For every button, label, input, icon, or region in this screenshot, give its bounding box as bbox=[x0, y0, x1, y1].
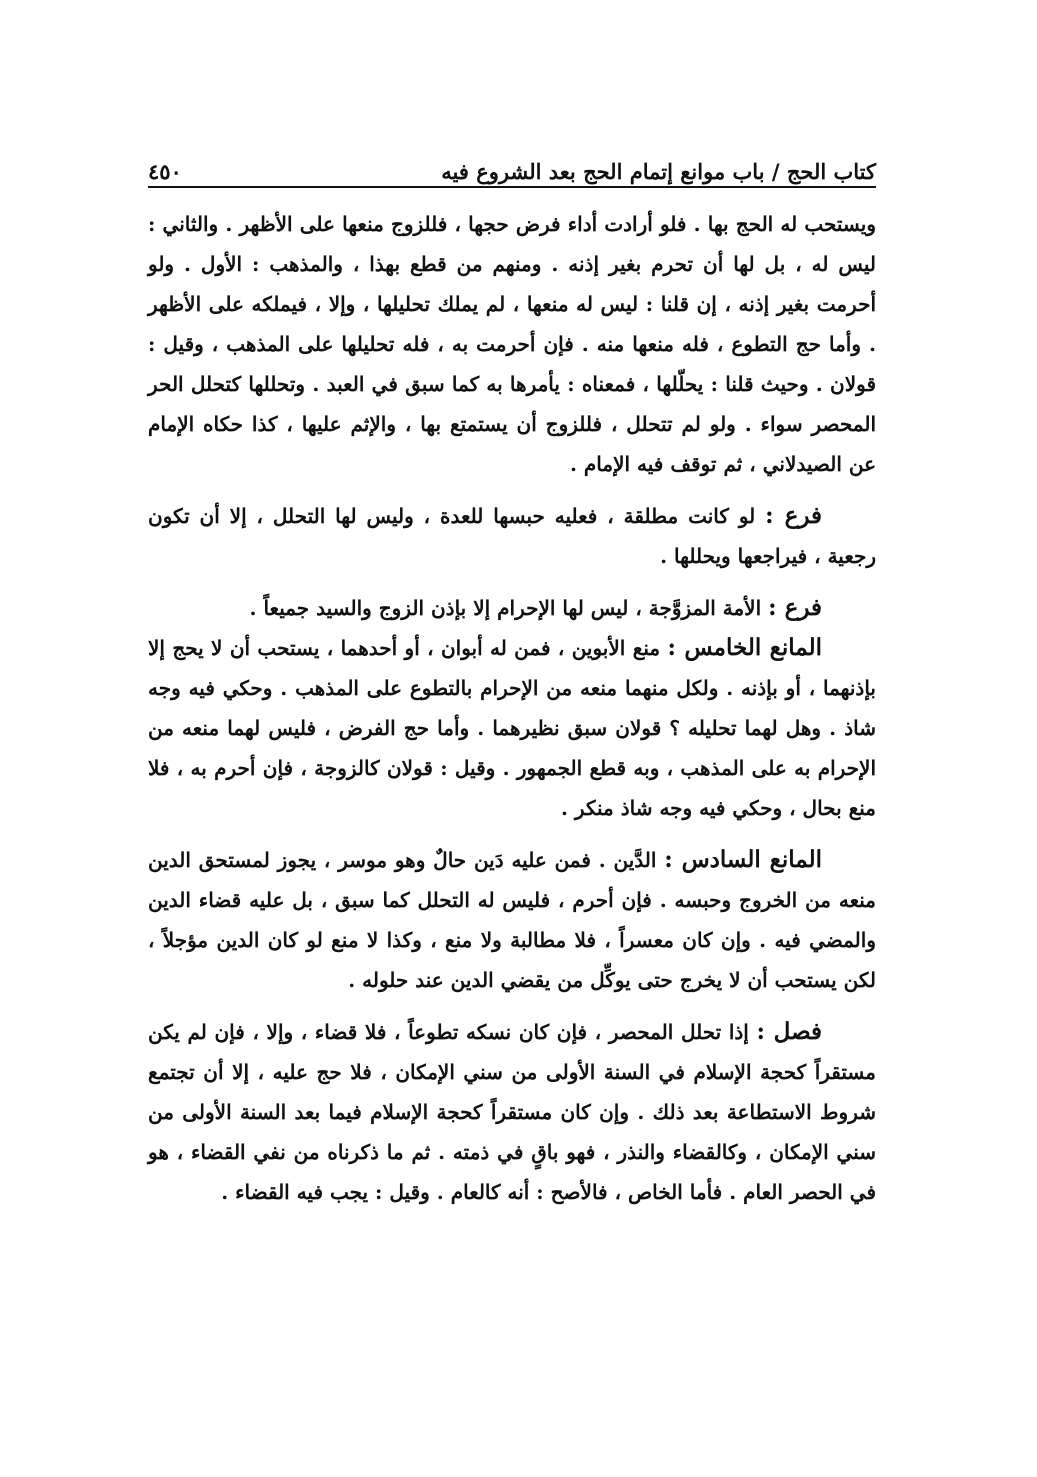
paragraph-text: إذا تحلل المحصر ، فإن كان نسكه تطوعاً ، فلا قضاء ، وإلا ، فإن لم يكن مستقراً كحجة الإسلام في السنة الأولى من سني الإمكان ، فلا حج عليه ، إلا أن تجتمع شروط الاستطاعة بعد ذلك . وإن كان مستقراً كحجة الإسلام فيما بعد السنة الأولى من سني الإمكان ، وكالقضاء والنذر ، فهو باقٍ في ذمته . ثم ما ذكرناه من نفي القضاء ، هو في الحصر العام . فأما الخاص ، فالأصح : أنه كالعام . وقيل : يجب فيه القضاء . bbox=[148, 1020, 876, 1204]
paragraph-2 bbox=[148, 496, 876, 576]
paragraph-text: لو كانت مطلقة ، فعليه حبسها للعدة ، وليس لها التحلل ، إلا أن تكون رجعية ، فيراجعها ويحللها . bbox=[148, 504, 876, 568]
body-text bbox=[148, 204, 876, 1212]
paragraph-lead: فرع : bbox=[768, 594, 822, 621]
paragraph-1 bbox=[148, 204, 876, 484]
paragraph-4 bbox=[148, 628, 876, 828]
paragraph-text: منع الأبوين ، فمن له أبوان ، أو أحدهما ، يستحب أن لا يحج إلا بإذنهما ، أو بإذنه . ولكل منهما منعه من الإحرام بالتطوع على المذهب . وحكي فيه وجه شاذ . وهل لهما تحليله ؟ قولان سبق نظيرهما . وأما حج الفرض ، فليس لهما منعه من الإحرام به على المذهب ، وبه قطع الجمهور . وقيل : قولان كالزوجة ، فإن أحرم به ، فلا منع بحال ، وحكي فيه وجه شاذ منكر . bbox=[148, 636, 876, 820]
paragraph-lead: المانع الخامس : bbox=[667, 634, 822, 661]
paragraph-3 bbox=[148, 588, 876, 628]
paragraph-lead: فصل : bbox=[756, 1018, 823, 1045]
paragraph-text: ويستحب له الحج بها . فلو أرادت أداء فرض حجها ، فللزوج منعها على الأظهر . والثاني : ليس له ، بل لها أن تحرم بغير إذنه . ومنهم من قطع بهذا ، والمذهب : الأول . ولو أحرمت بغير إذنه ، إن قلنا : ليس له منعها ، لم يملك تحليلها ، وإلا ، فيملكه على الأظهر . وأما حج التطوع ، فله منعها منه . فإن أحرمت به ، فله تحليلها على المذهب ، وقيل : قولان . وحيث قلنا : يحلّلها ، فمعناه : يأمرها به كما سبق في العبد . وتحللها كتحلل الحر المحصر سواء . ولو لم تتحلل ، فللزوج أن يستمتع بها ، والإثم عليها ، كذا حكاه الإمام عن الصيدلاني ، ثم توقف فيه الإمام . bbox=[148, 212, 876, 476]
running-header bbox=[148, 140, 876, 184]
header-rule bbox=[148, 186, 876, 188]
paragraph-lead: المانع السادس : bbox=[664, 846, 823, 873]
paragraph-6 bbox=[148, 1012, 876, 1212]
page-number: ٤٥٠ bbox=[148, 159, 182, 184]
paragraph-5 bbox=[148, 840, 876, 1000]
paragraph-text: الدَّين . فمن عليه دَين حالٌ وهو موسر ، يجوز لمستحق الدين منعه من الخروج وحبسه . فإن أحرم ، فليس له التحلل كما سبق ، بل عليه قضاء الدين والمضي فيه . وإن كان معسراً ، فلا مطالبة ولا منع ، وكذا لا منع لو كان الدين مؤجلاً ، لكن يستحب أن لا يخرج حتى يوكِّل من يقضي الدين عند حلوله . bbox=[148, 848, 876, 992]
paragraph-text: الأمة المزوَّجة ، ليس لها الإحرام إلا بإذن الزوج والسيد جميعاً . bbox=[249, 596, 762, 620]
header-title: كتاب الحج / باب موانع إتمام الحج بعد الشروع فيه bbox=[441, 159, 876, 184]
paragraph-lead: فرع : bbox=[765, 502, 823, 529]
